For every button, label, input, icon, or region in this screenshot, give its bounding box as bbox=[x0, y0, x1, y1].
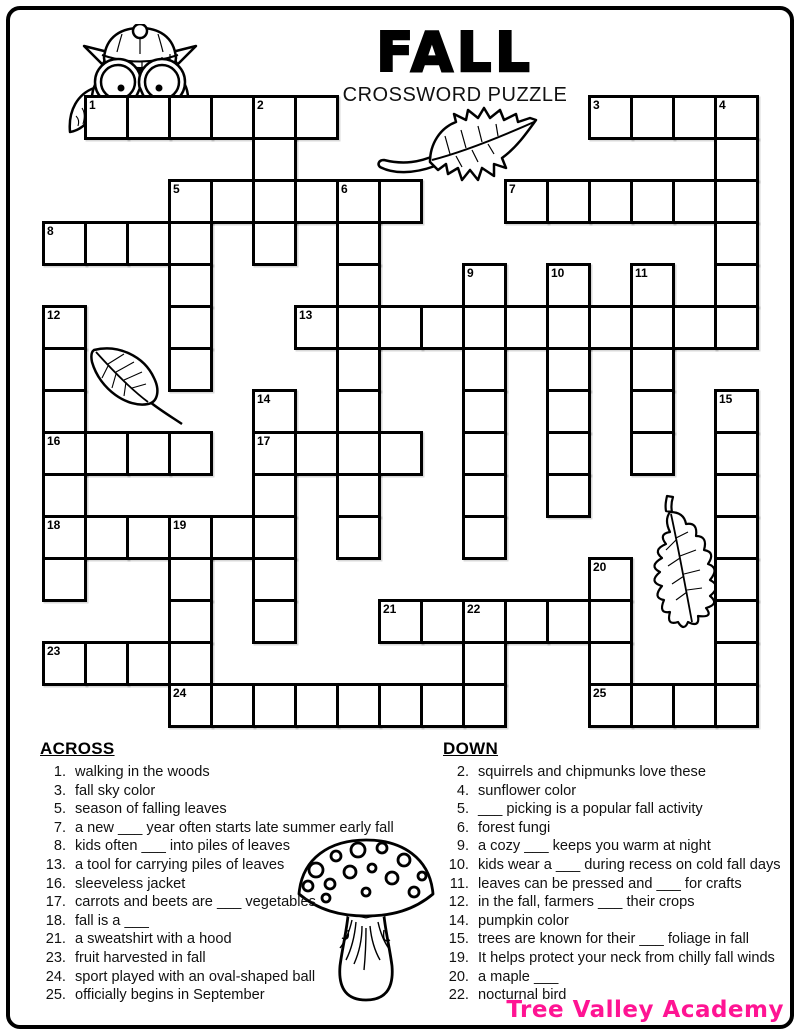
grid-cell-r2c5[interactable] bbox=[252, 179, 297, 224]
grid-cell-r0c3[interactable] bbox=[168, 95, 213, 140]
grid-cell-r9c10[interactable] bbox=[462, 473, 507, 518]
grid-number-15: 15 bbox=[719, 392, 733, 406]
grid-cell-r6c0[interactable] bbox=[42, 347, 87, 392]
grid-cell-r7c12[interactable] bbox=[546, 389, 591, 434]
grid-cell-r8c3[interactable] bbox=[168, 431, 213, 476]
grid-number-17: 17 bbox=[257, 434, 271, 448]
clue-number: 6. bbox=[456, 819, 469, 836]
grid-cell-r5c15[interactable] bbox=[672, 305, 717, 350]
grid-cell-r12c9[interactable] bbox=[420, 599, 465, 644]
clue-number: 12. bbox=[448, 894, 469, 911]
down-clues-section bbox=[443, 739, 793, 1005]
grid-cell-r5c8[interactable] bbox=[378, 305, 423, 350]
clue-text: nocturnal bird bbox=[478, 987, 567, 1004]
grid-number-4: 4 bbox=[719, 98, 726, 112]
clue-text: leaves can be pressed and ___ for crafts bbox=[478, 875, 742, 892]
grid-cell-r6c3[interactable] bbox=[168, 347, 213, 392]
clue-text: sunflower color bbox=[478, 782, 577, 799]
grid-cell-r14c7[interactable] bbox=[336, 683, 381, 728]
grid-cell-r4c3[interactable] bbox=[168, 263, 213, 308]
grid-cell-r14c4[interactable] bbox=[210, 683, 255, 728]
grid-cell-r3c16[interactable] bbox=[714, 221, 759, 266]
grid-cell-r12c5[interactable] bbox=[252, 599, 297, 644]
grid-number-16: 16 bbox=[47, 434, 61, 448]
clue-number: 10. bbox=[448, 856, 469, 873]
down-clue-15 bbox=[443, 930, 793, 949]
grid-cell-r14c6[interactable] bbox=[294, 683, 339, 728]
clue-number: 5. bbox=[456, 801, 469, 818]
clue-number: 21. bbox=[45, 931, 66, 948]
clue-number: 22. bbox=[448, 987, 469, 1004]
grid-cell-r14c14[interactable] bbox=[630, 683, 675, 728]
grid-cell-r10c2[interactable] bbox=[126, 515, 171, 560]
clue-number: 15. bbox=[448, 931, 469, 948]
grid-number-10: 10 bbox=[551, 266, 565, 280]
clue-text: carrots and beets are ___ vegetables bbox=[75, 894, 316, 911]
grid-cell-r8c1[interactable] bbox=[84, 431, 129, 476]
grid-cell-r11c5[interactable] bbox=[252, 557, 297, 602]
grid-number-2: 2 bbox=[257, 98, 264, 112]
grid-cell-r10c10[interactable] bbox=[462, 515, 507, 560]
grid-cell-r11c16[interactable] bbox=[714, 557, 759, 602]
clue-text: fall sky color bbox=[75, 782, 156, 799]
grid-number-19: 19 bbox=[173, 518, 187, 532]
clue-text: a sweatshirt with a hood bbox=[75, 931, 232, 948]
across-clue-8 bbox=[40, 837, 420, 856]
clue-text: a maple ___ bbox=[478, 968, 559, 985]
grid-cell-r8c16[interactable] bbox=[714, 431, 759, 476]
clue-text: officially begins in September bbox=[75, 987, 265, 1004]
grid-cell-r5c14[interactable] bbox=[630, 305, 675, 350]
grid-number-7: 7 bbox=[509, 182, 516, 196]
clue-number: 18. bbox=[45, 912, 66, 929]
grid-cell-r12c16[interactable] bbox=[714, 599, 759, 644]
down-clue-11 bbox=[443, 875, 793, 894]
grid-cell-r3c5[interactable] bbox=[252, 221, 297, 266]
grid-cell-r2c13[interactable] bbox=[588, 179, 633, 224]
clue-text: walking in the woods bbox=[75, 764, 210, 780]
grid-cell-r12c11[interactable] bbox=[504, 599, 549, 644]
brand-footer: Tree Valley Academy bbox=[506, 997, 784, 1023]
grid-number-13: 13 bbox=[299, 308, 313, 322]
clue-text: a new ___ year often starts late summer early fall bbox=[75, 819, 394, 836]
down-clue-12 bbox=[443, 893, 793, 912]
down-clue-14 bbox=[443, 912, 793, 931]
grid-cell-r5c12[interactable] bbox=[546, 305, 591, 350]
clue-text: sleeveless jacket bbox=[75, 875, 186, 892]
grid-cell-r11c0[interactable] bbox=[42, 557, 87, 602]
grid-cell-r2c8[interactable] bbox=[378, 179, 423, 224]
down-clue-6 bbox=[443, 819, 793, 838]
across-clues-section bbox=[40, 739, 420, 1005]
grid-cell-r9c5[interactable] bbox=[252, 473, 297, 518]
across-list bbox=[40, 763, 420, 1005]
grid-cell-r8c6[interactable] bbox=[294, 431, 339, 476]
clue-number: 5. bbox=[53, 801, 66, 818]
across-clue-24 bbox=[40, 968, 420, 987]
grid-number-24: 24 bbox=[173, 686, 187, 700]
grid-number-21: 21 bbox=[383, 602, 397, 616]
grid-number-12: 12 bbox=[47, 308, 61, 322]
across-clue-13 bbox=[40, 856, 420, 875]
across-clue-3 bbox=[40, 782, 420, 801]
grid-cell-r3c3[interactable] bbox=[168, 221, 213, 266]
grid-cell-r10c4[interactable] bbox=[210, 515, 255, 560]
grid-cell-r0c15[interactable] bbox=[672, 95, 717, 140]
grid-number-9: 9 bbox=[467, 266, 474, 280]
across-clue-7 bbox=[40, 819, 420, 838]
down-clue-10 bbox=[443, 856, 793, 875]
grid-cell-r12c12[interactable] bbox=[546, 599, 591, 644]
across-clue-25 bbox=[40, 986, 420, 1005]
clue-text: season of falling leaves bbox=[75, 801, 227, 818]
grid-cell-r4c16[interactable] bbox=[714, 263, 759, 308]
clue-number: 3. bbox=[53, 782, 66, 799]
grid-number-5: 5 bbox=[173, 182, 180, 196]
clue-number: 1. bbox=[53, 764, 66, 780]
grid-cell-r6c10[interactable] bbox=[462, 347, 507, 392]
clue-number: 8. bbox=[53, 838, 66, 855]
grid-cell-r2c15[interactable] bbox=[672, 179, 717, 224]
grid-cell-r5c3[interactable] bbox=[168, 305, 213, 350]
clue-number: 23. bbox=[45, 949, 66, 966]
grid-cell-r0c4[interactable] bbox=[210, 95, 255, 140]
clue-text: in the fall, farmers ___ their crops bbox=[478, 894, 695, 911]
grid-cell-r1c16[interactable] bbox=[714, 137, 759, 182]
grid-cell-r8c14[interactable] bbox=[630, 431, 675, 476]
grid-cell-r5c9[interactable] bbox=[420, 305, 465, 350]
grid-number-14: 14 bbox=[257, 392, 271, 406]
grid-cell-r8c2[interactable] bbox=[126, 431, 171, 476]
grid-cell-r14c10[interactable] bbox=[462, 683, 507, 728]
clue-text: fruit harvested in fall bbox=[75, 949, 206, 966]
grid-cell-r10c1[interactable] bbox=[84, 515, 129, 560]
clue-number: 13. bbox=[45, 856, 66, 873]
clue-text: fall is a ___ bbox=[75, 912, 149, 929]
grid-number-3: 3 bbox=[593, 98, 600, 112]
grid-cell-r8c8[interactable] bbox=[378, 431, 423, 476]
clue-number: 20. bbox=[448, 968, 469, 985]
clue-number: 24. bbox=[45, 968, 66, 985]
down-clue-9 bbox=[443, 837, 793, 856]
grid-cell-r10c16[interactable] bbox=[714, 515, 759, 560]
grid-number-25: 25 bbox=[593, 686, 607, 700]
grid-number-6: 6 bbox=[341, 182, 348, 196]
grid-cell-r12c13[interactable] bbox=[588, 599, 633, 644]
grid-cell-r9c0[interactable] bbox=[42, 473, 87, 518]
clue-number: 9. bbox=[456, 838, 469, 855]
grid-cell-r6c12[interactable] bbox=[546, 347, 591, 392]
grid-cell-r7c7[interactable] bbox=[336, 389, 381, 434]
crossword-grid bbox=[42, 95, 759, 728]
across-clue-17 bbox=[40, 893, 420, 912]
grid-cell-r5c13[interactable] bbox=[588, 305, 633, 350]
grid-cell-r0c2[interactable] bbox=[126, 95, 171, 140]
across-clue-21 bbox=[40, 930, 420, 949]
grid-number-8: 8 bbox=[47, 224, 54, 238]
clue-text: sport played with an oval-shaped ball bbox=[75, 968, 316, 985]
down-clue-4 bbox=[443, 782, 793, 801]
grid-cell-r14c9[interactable] bbox=[420, 683, 465, 728]
grid-cell-r12c3[interactable] bbox=[168, 599, 213, 644]
grid-number-20: 20 bbox=[593, 560, 607, 574]
clue-text: kids often ___ into piles of leaves bbox=[75, 838, 290, 855]
clue-text: a tool for carrying piles of leaves bbox=[75, 856, 285, 873]
grid-cell-r5c16[interactable] bbox=[714, 305, 759, 350]
across-clue-1 bbox=[40, 763, 420, 782]
grid-cell-r6c14[interactable] bbox=[630, 347, 675, 392]
grid-cell-r13c13[interactable] bbox=[588, 641, 633, 686]
grid-cell-r7c14[interactable] bbox=[630, 389, 675, 434]
grid-cell-r13c1[interactable] bbox=[84, 641, 129, 686]
down-clue-5 bbox=[443, 800, 793, 819]
grid-number-23: 23 bbox=[47, 644, 61, 658]
grid-cell-r9c7[interactable] bbox=[336, 473, 381, 518]
grid-cell-r5c10[interactable] bbox=[462, 305, 507, 350]
clue-text: forest fungi bbox=[478, 819, 551, 836]
grid-cell-r14c8[interactable] bbox=[378, 683, 423, 728]
grid-cell-r10c7[interactable] bbox=[336, 515, 381, 560]
grid-cell-r4c7[interactable] bbox=[336, 263, 381, 308]
down-clue-20 bbox=[443, 968, 793, 987]
clue-number: 2. bbox=[456, 764, 469, 780]
page-subtitle: CROSSWORD PUZZLE bbox=[342, 84, 568, 106]
grid-cell-r6c7[interactable] bbox=[336, 347, 381, 392]
clue-text: It helps protect your neck from chilly fall winds bbox=[478, 949, 775, 966]
across-header: ACROSS bbox=[40, 739, 115, 758]
clue-number: 25. bbox=[45, 987, 66, 1004]
grid-cell-r14c15[interactable] bbox=[672, 683, 717, 728]
grid-cell-r0c6[interactable] bbox=[294, 95, 339, 140]
grid-cell-r13c2[interactable] bbox=[126, 641, 171, 686]
clue-number: 14. bbox=[448, 912, 469, 929]
across-clue-16 bbox=[40, 875, 420, 894]
grid-number-1: 1 bbox=[89, 98, 96, 112]
grid-cell-r14c5[interactable] bbox=[252, 683, 297, 728]
grid-cell-r8c10[interactable] bbox=[462, 431, 507, 476]
clue-text: kids wear a ___ during recess on cold fall days bbox=[478, 856, 781, 873]
grid-cell-r14c16[interactable] bbox=[714, 683, 759, 728]
across-clue-23 bbox=[40, 949, 420, 968]
grid-cell-r2c14[interactable] bbox=[630, 179, 675, 224]
clue-number: 11. bbox=[449, 875, 469, 892]
clue-number: 4. bbox=[456, 782, 469, 799]
grid-cell-r8c12[interactable] bbox=[546, 431, 591, 476]
grid-cell-r9c12[interactable] bbox=[546, 473, 591, 518]
grid-number-11: 11 bbox=[635, 266, 648, 280]
grid-cell-r7c0[interactable] bbox=[42, 389, 87, 434]
grid-cell-r8c7[interactable] bbox=[336, 431, 381, 476]
down-clue-2 bbox=[443, 763, 793, 782]
grid-cell-r7c10[interactable] bbox=[462, 389, 507, 434]
grid-cell-r10c5[interactable] bbox=[252, 515, 297, 560]
grid-cell-r2c6[interactable] bbox=[294, 179, 339, 224]
across-clue-5 bbox=[40, 800, 420, 819]
grid-cell-r13c3[interactable] bbox=[168, 641, 213, 686]
grid-cell-r9c16[interactable] bbox=[714, 473, 759, 518]
grid-number-22: 22 bbox=[467, 602, 481, 616]
clue-number: 7. bbox=[53, 819, 66, 836]
grid-cell-r5c7[interactable] bbox=[336, 305, 381, 350]
grid-cell-r3c1[interactable] bbox=[84, 221, 129, 266]
down-list bbox=[443, 763, 793, 1005]
across-clue-18 bbox=[40, 912, 420, 931]
down-header: DOWN bbox=[443, 739, 499, 758]
grid-cell-r2c4[interactable] bbox=[210, 179, 255, 224]
grid-cell-r3c7[interactable] bbox=[336, 221, 381, 266]
clue-number: 19. bbox=[448, 949, 469, 966]
clue-number: 17. bbox=[45, 894, 66, 911]
grid-cell-r2c12[interactable] bbox=[546, 179, 591, 224]
clue-text: a cozy ___ keeps you warm at night bbox=[478, 838, 711, 855]
clue-text: trees are known for their ___ foliage in fall bbox=[478, 931, 749, 948]
page-title: FALL bbox=[376, 21, 534, 84]
down-clue-19 bbox=[443, 949, 793, 968]
grid-cell-r11c3[interactable] bbox=[168, 557, 213, 602]
grid-cell-r2c16[interactable] bbox=[714, 179, 759, 224]
clue-text: ___ picking is a popular fall activity bbox=[478, 801, 703, 818]
clue-text: squirrels and chipmunks love these bbox=[478, 764, 706, 780]
grid-cell-r1c5[interactable] bbox=[252, 137, 297, 182]
grid-cell-r0c14[interactable] bbox=[630, 95, 675, 140]
grid-cell-r3c2[interactable] bbox=[126, 221, 171, 266]
grid-cell-r13c16[interactable] bbox=[714, 641, 759, 686]
grid-cell-r5c11[interactable] bbox=[504, 305, 549, 350]
clue-text: pumpkin color bbox=[478, 912, 569, 929]
clue-number: 16. bbox=[45, 875, 66, 892]
grid-number-18: 18 bbox=[47, 518, 61, 532]
grid-cell-r13c10[interactable] bbox=[462, 641, 507, 686]
